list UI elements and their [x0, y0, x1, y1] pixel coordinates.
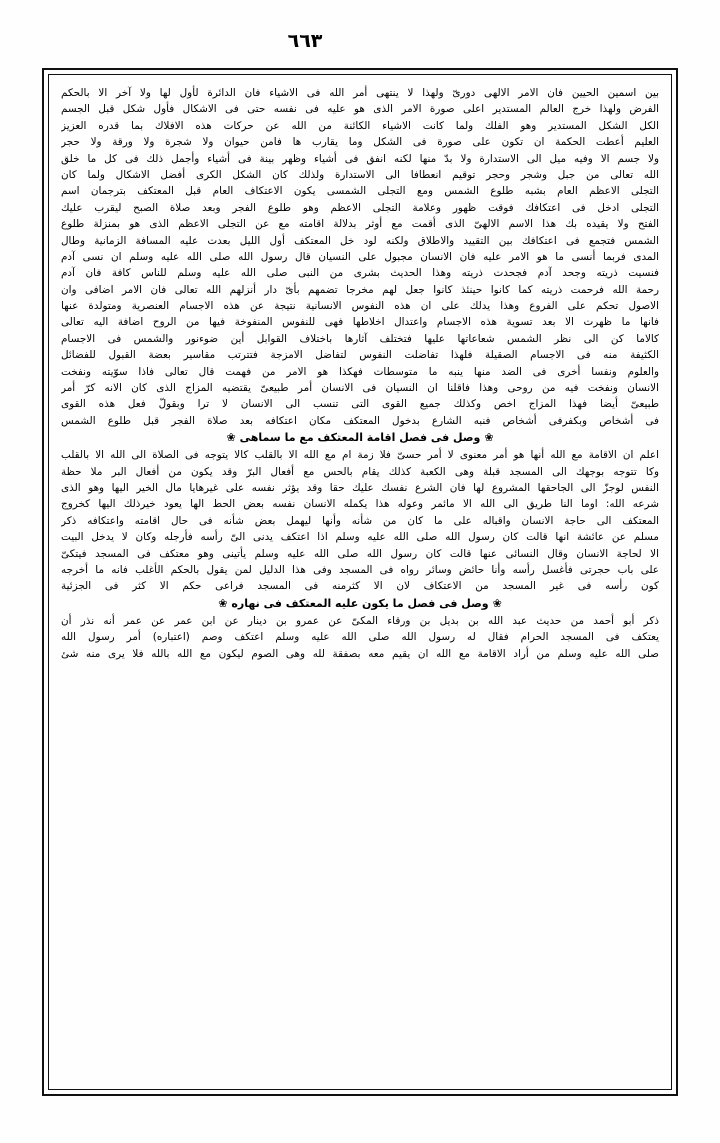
text-line: ذكر أبو أحمد من حديث عبد الله بن بديل بن ورقاء المكىّ عن عمرو بن دينار عن ابن عمر عن عمر أنه نذر أن	[61, 614, 659, 627]
text-line: التجلى ادخل فى اعتكافك فوقت ظهور وعلامة التجلى الاعظم وهو طلوع الفجر وبعد صلاة الصبح ليقرب عليك	[61, 201, 659, 214]
section-heading-2	[61, 595, 659, 613]
text-line: النفس لوجزّ الى الجاحقها المشروع لها فان الشرع نفسك عليك حقا وقد يؤثر نفسه على غيرهايا مال الخير اليها وهو الذى	[61, 481, 659, 494]
text-line: يعتكف فى المسجد الحرام فقال له رسول الله صلى الله عليه وسلم اعتكف وصم (اعتباره) أمر رسول الله	[61, 631, 659, 644]
text-line: الكل الشكل المستدير وهو الفلك ولما كانت الاشياء الكائنة من الله عن حركات هذه الافلاك بما قدره العزيز	[61, 119, 659, 132]
text-line: الشمس فتجمع فى اعتكافك بين التقييد والاطلاق ولكنه لود خل المعتكف أول الليل بعدت عليه المسافة الزمانية وطال	[61, 234, 659, 247]
text-line: فى أشخاص وبكفرفى أشخاص فنبه الشارع بدخول المعتكف مكان اعتكافه بعد صلاة الفجر قبل طلوع الشمس	[61, 414, 659, 427]
text-line: الاصول تحكم على الفروع وهذا يدلك على ان هذه النفوس الانسانية نتيجة عن هذه الاجسام العنصرية ومتولدة عنها	[61, 300, 659, 313]
text-line: الا لحاجة الانسان وقال النسائى عنها قالت كان رسول الله صلى الله عليه وسلم يأتينى وهو معتكف فى المسجد فيتكىّ	[61, 547, 659, 560]
ornament-icon: ❀	[492, 596, 502, 610]
text-line: الكثيفة منه فى الاجسام الصقيلة فلهذا تفاضلت النفوس لتفاضل الامزجة فتترتب مقاسير بعضة القبول للفضائل	[61, 349, 659, 362]
page-border-outer	[42, 68, 678, 1096]
text-line: اعلم ان الاقامة مع الله أنها هو أمر معنوى لا أمر حسىّ فلا زمة ام مع الله الا بالقلب كالا يتوجه فى الصلاة الى الله الا بالقلب	[61, 449, 659, 462]
text-line: كون رأسه فى غير المسجد من الاعتكاف لان الا كثرمنه فى المسجد فراعى حكم الا كثر فى الجزئية	[61, 580, 659, 593]
text-line: ولا جسم الا وفيه ميل الى الاستدارة ولا بدّ منها لكنه انفق فى أشياء وظهر بينة فى أشياء وأجمل ذلك فى كل ما خلق	[61, 152, 659, 165]
text-line: الفتح ولا يقيده بك هذا الاسم الالهىّ الذى أقمت مع أوثر بدلالة اقامته مع عن التجلى الاعظم الذى هو بمنزلة طلوع	[61, 218, 659, 231]
text-line: العليم أعطت الحكمة ان تكون على صورة فى الشكل وما يقارب ها فامن حيوان ولا شجرة ولا ورقة ولا حجر	[61, 136, 659, 149]
text-line: المدى فربما أنسى ما هو الامر عليه فان الانسان مجبول على النسيان قال رسول الله صلى الله عليه وسلم ان نسى آدم	[61, 250, 659, 263]
text-line: فانها ما ظهرت الا بعد تسوية هذه الاجسام واعتدال اخلاطها فهى للنفوس المنفوخة فيها من الروح اضافة اليه تعالى	[61, 316, 659, 329]
text-line: فنسيت ذريته وجحد آدم فجحدت ذريته وهذا الحديث بشرى من النبى صلى الله عليه وسلم للناس كافة فان آدم	[61, 267, 659, 280]
text-line: بين اسمين الحيين فان الامر الالهى دورىّ ولهذا لا ينتهى أمر الله فى الاشياء فان الدائرة لأول لها ولا آخر الا بالحكم	[61, 87, 659, 99]
text-line: التجلى الاعظم العام بشبه طلوع الشمس ومع التجلى الشمسى يكون الاعتكاف العام قبل المعتكف بترجمان اسم	[61, 185, 659, 198]
ornament-icon: ❀	[218, 596, 228, 610]
page-body	[61, 85, 659, 662]
text-line: الله تعالى من جبل وشجر وحجر توقيم انعطافا الى الاستدارة ولذلك كان الشكل الكرى أفضل الاشكال ولما كان	[61, 168, 659, 181]
text-line: وكا تتوجه بوجهك الى المسجد قبلة وهى الكعبة كذلك يقام بالحس مع أفعال البرّ وقد يكون من أفعال البر ملا حظة	[61, 465, 659, 478]
page-number	[0, 30, 720, 52]
text-line: المعتكف الى حاجة الانسان واقباله على ما كان من شأنه وأنها ليهمل بعض شأنه فى حال اقامته واعتكافه ذكر	[61, 514, 659, 527]
section-heading-2-label: وصل فى فصل ما يكون عليه المعتكف فى نهاره	[231, 596, 489, 610]
ornament-icon: ❀	[226, 431, 236, 445]
text-line: على باب حجرتى فأغسل رأسه وأنا حائض وسائر رواه فى المسجد وفى هذا الدليل لمن يقول بالحكم الأغلب فانه ما أخرجه	[61, 563, 659, 576]
text-line: رحمة الله فرحمت ذريته كما كانوا حينئذ كانوا جعل لهم مخرجا تضمهم بأىّ دار أنزلهم الله تعالى فان الامر اضافى وان	[61, 283, 659, 296]
text-line: الانسان ونفخت فيه من روحى وهذا فاقلنا ان النسيان فى الانسان أمر طبيعىّ يقتضيه المزاج الذى كان الانه كرّ أمر	[61, 382, 659, 395]
text-line: مسلم عن عائشة انها قالت كان رسول الله صلى الله عليه وسلم اذا اعتكف يدنى الىّ رأسه فأرجله وكان لا يدخل البيت	[61, 531, 659, 544]
page-border-inner	[48, 74, 672, 1090]
text-line: شرعه الله: اوما النا طريق الى الله الا مائمر وعوله هذا يكمله الانسان نفسه بعض الحط الها يعود خيرذلك اليها كخروج	[61, 498, 659, 511]
text-line: الفرض ولهذا خرج العالم المستدير اعلى صورة الامر الذى هو عليه فى نفسه حتى فى الاشكال فأول شكل قبل الجسم	[61, 103, 659, 116]
text-line: طبيعىّ أيضا فهذا المزاج اخص وكذلك جميع القوى التى تنسب الى الانسان لا ترا وبقولّ فعل هذه القوى	[61, 398, 659, 411]
section-heading-1	[61, 429, 659, 447]
section-heading-1-label: وصل فى فصل اقامة المعتكف مع ما سماهى	[239, 431, 481, 445]
ornament-icon: ❀	[484, 431, 494, 445]
text-line: صلى الله عليه وسلم من أراد الاقامة مع الله ان يقيم معه بصفقة لله وهى الصوم ليكون مع الله بالله فلا يرى منه شئ	[61, 647, 659, 660]
page-number-value: ٦٦٣	[287, 30, 323, 52]
text-line: كالاما كن الى نظر الشمس شعاعاتها عليها فتختلف آثارها باختلاف القوابل أين ضوءنور والشمس فى الاجسام	[61, 332, 659, 345]
text-line: والعلوم ونفسا أخرى فى الضد منها ينبه ما متوسطات فهكذا هو الامر من فهمت قال تعالى فاذا سوّيته ونفخت	[61, 365, 659, 378]
